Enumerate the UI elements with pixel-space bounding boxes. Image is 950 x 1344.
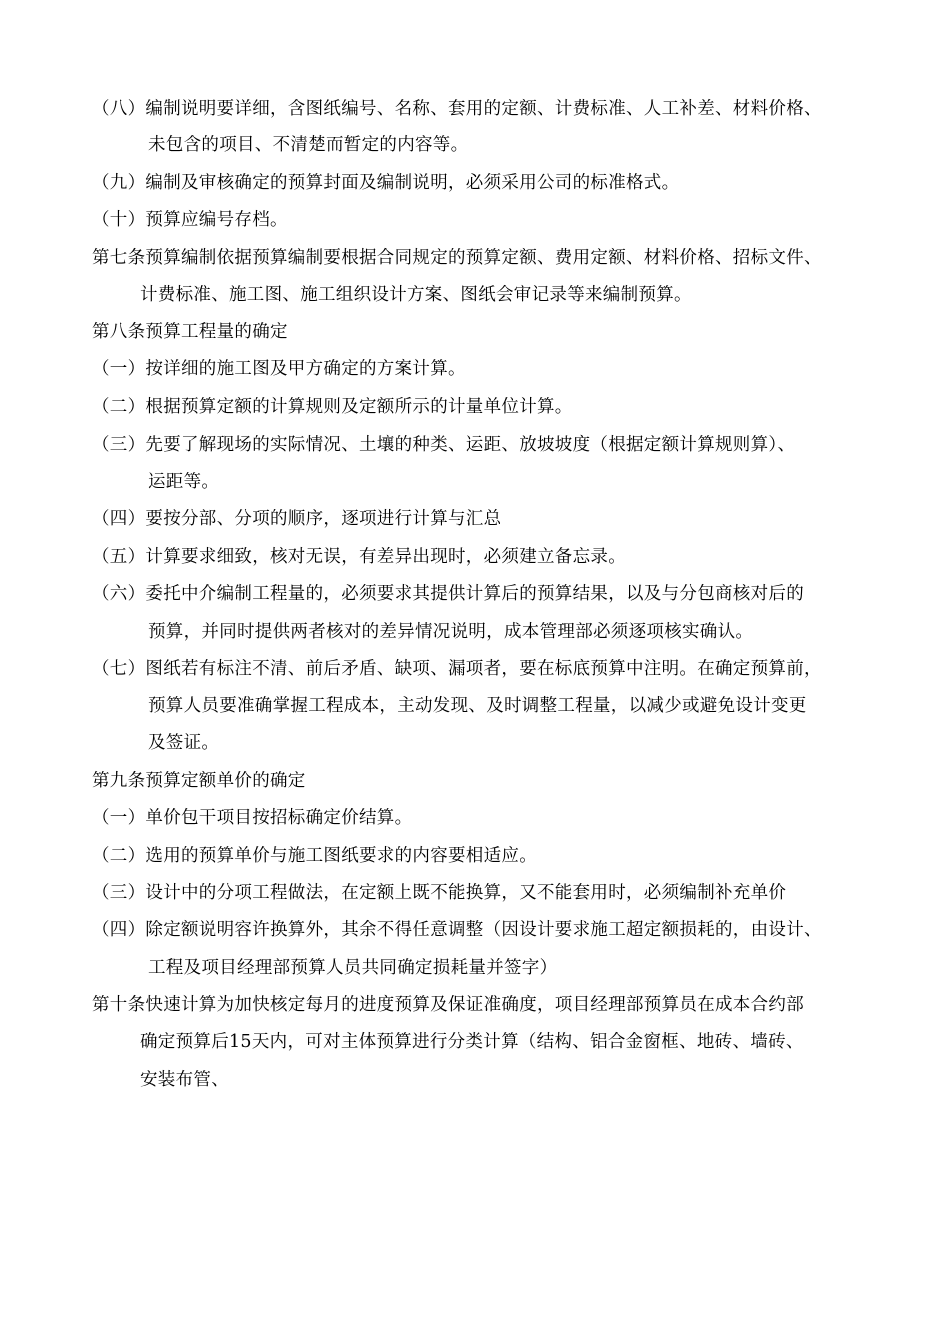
item-8-line-1: （八）编制说明要详细，含图纸编号、名称、套用的定额、计费标准、人工补差、材料价格、 — [92, 99, 822, 119]
art8-item-1: （一）按详细的施工图及甲方确定的方案计算。 — [92, 359, 466, 379]
article-10-line-3: 安装布管、 — [140, 1070, 229, 1090]
item-8-line-2: 未包含的项目、不清楚而暂定的内容等。 — [148, 135, 469, 155]
item-9: （九）编制及审核确定的预算封面及编制说明，必须采用公司的标准格式。 — [92, 173, 680, 193]
article-9-heading: 第九条预算定额单价的确定 — [92, 771, 306, 791]
article-10-line-1: 第十条快速计算为加快核定每月的进度预算及保证准确度，项目经理部预算员在成本合约部 — [92, 995, 804, 1015]
art8-item-6-line-1: （六）委托中介编制工程量的，必须要求其提供计算后的预算结果，以及与分包商核对后的 — [92, 584, 804, 604]
art8-item-6-line-2: 预算，并同时提供两者核对的差异情况说明，成本管理部必须逐项核实确认。 — [148, 622, 754, 642]
article-8-heading: 第八条预算工程量的确定 — [92, 322, 288, 342]
art8-item-7-line-3: 及签证。 — [148, 733, 220, 753]
art8-item-4: （四）要按分部、分项的顺序，逐项进行计算与汇总 — [92, 509, 502, 529]
art8-item-3-line-2: 运距等。 — [148, 472, 220, 492]
art8-item-7-line-2: 预算人员要准确掌握工程成本，主动发现、及时调整工程量，以减少或避免设计变更 — [148, 696, 807, 716]
art9-item-2: （二）选用的预算单价与施工图纸要求的内容要相适应。 — [92, 846, 537, 866]
art8-item-7-line-1: （七）图纸若有标注不清、前后矛盾、缺项、漏项者，要在标底预算中注明。在确定预算前， — [92, 659, 822, 679]
article-7-line-2: 计费标准、施工图、施工组织设计方案、图纸会审记录等来编制预算。 — [140, 285, 692, 305]
art8-item-2: （二）根据预算定额的计算规则及定额所示的计量单位计算。 — [92, 397, 573, 417]
art9-item-3: （三）设计中的分项工程做法，在定额上既不能换算，又不能套用时，必须编制补充单价 — [92, 883, 787, 903]
article-10-line-2: 确定预算后15天内，可对主体预算进行分类计算（结构、铝合金窗框、地砖、墙砖、 — [140, 1032, 804, 1052]
art8-item-3-line-1: （三）先要了解现场的实际情况、土壤的种类、运距、放坡坡度（根据定额计算规则算）、 — [92, 435, 796, 455]
art9-item-4-line-2: 工程及项目经理部预算人员共同确定损耗量并签字） — [148, 958, 558, 978]
art8-item-5: （五）计算要求细致，核对无误，有差异出现时，必须建立备忘录。 — [92, 547, 626, 567]
item-10: （十）预算应编号存档。 — [92, 210, 288, 230]
art9-item-1: （一）单价包干项目按招标确定价结算。 — [92, 808, 413, 828]
art9-item-4-line-1: （四）除定额说明容许换算外，其余不得任意调整（因设计要求施工超定额损耗的，由设计、 — [92, 920, 822, 940]
article-7-line-1: 第七条预算编制依据预算编制要根据合同规定的预算定额、费用定额、材料价格、招标文件、 — [92, 248, 822, 268]
